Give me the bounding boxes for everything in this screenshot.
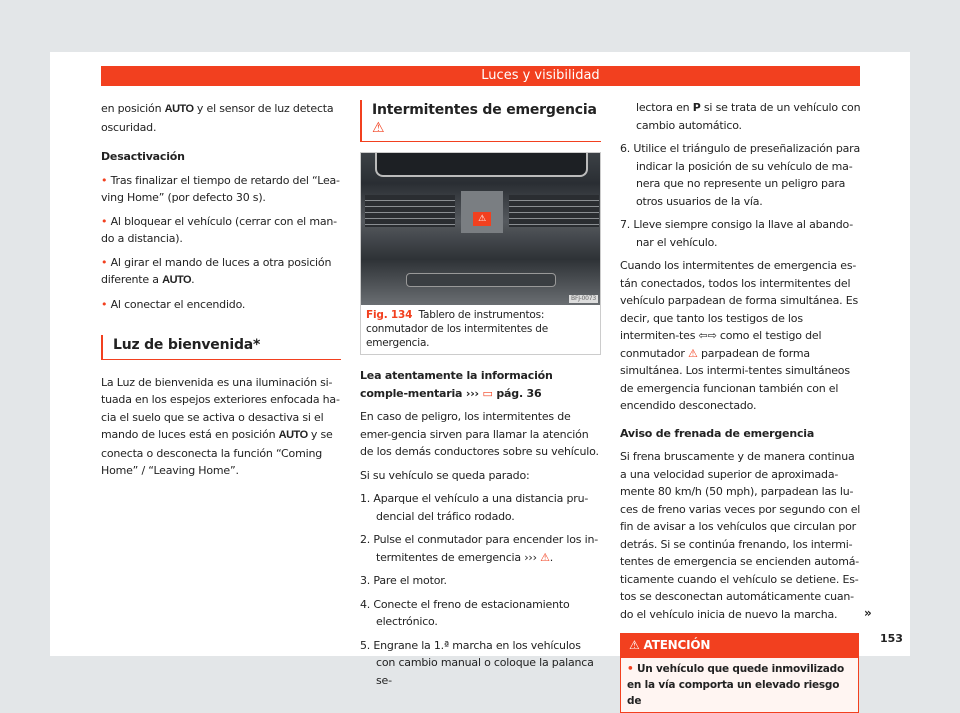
bullet-item: • Tras finalizar el tiempo de retardo del “Lea-ving Home” (por defecto 30 s). — [101, 173, 340, 204]
section-title-welcome: Luz de bienvenida* — [101, 335, 341, 360]
text: y el sensor de luz detecta oscuridad. — [101, 102, 334, 134]
warning-triangle-icon: ⚠ — [372, 119, 385, 136]
bullet-item: • Al bloquear el vehículo (cerrar con el man-do a distancia). — [101, 214, 337, 245]
step-item: 5. Engrane la 1.ª marcha en los vehículos con cambio manual o coloque la palanca se- — [360, 638, 594, 687]
step-item: 6. Utilice el triángulo de preseñalización para indicar la posición de su vehículo de ma-nera que no represente un peligro para otros usuarios de la vía. — [620, 142, 861, 208]
figure — [360, 152, 601, 355]
brake-paragraph: Si frena bruscamente y de manera continua a una velocidad superior de aproximada-mente 80 km/h (50 mph), parpadean las lu-ces de freno varias veces por segundo con el fin de avisar a los vehículos que circulan por detrás. Si se continúa frenando, los intermi-tentes de emergencia se encienden automá-ticamente cuando el vehículo se detiene. Es-tos se desconectan automáticamente cuan-do el vehículo inicia de nuevo la marcha. — [620, 450, 861, 621]
figure-caption: Fig. 134 Tablero de instrumentos: conmutador de los intermitentes de emergencia. — [361, 305, 600, 354]
bullet-item: • Al conectar el encendido. — [101, 297, 246, 311]
step-continuation: lectora en P si se trata de un vehículo con cambio automático. — [636, 101, 861, 132]
welcome-paragraph: La Luz de bienvenida es una iluminación si-tuada en los espejos exteriores enfocada ha-cia el suelo que se activa o desactiva si el mando de luces está en posición AUTO y se conecta o desconecta la función “Coming Home” / “Leaving Home”. — [101, 375, 340, 477]
warning-header: ⚠ ATENCIÓN — [621, 634, 858, 658]
brake-title: Aviso de frenada de emergencia — [620, 426, 815, 440]
bullet-item: • Al girar el mando de luces a otra posición diferente a AUTO. — [101, 255, 332, 286]
left-column — [101, 100, 341, 486]
warning-text: • Un vehículo que quede inmovilizado en la vía comporta un elevado riesgo de — [621, 658, 858, 712]
steps-list — [360, 490, 601, 689]
hazard-switch: ⚠ — [473, 212, 491, 226]
warning-icon: ⚠ — [629, 638, 640, 652]
step-item: 7. Lleve siempre consigo la llave al abando-nar el vehículo. — [620, 218, 853, 249]
section-title-hazard: Intermitentes de emergencia ⚠ — [360, 100, 601, 142]
step-item: 3. Pare el motor. — [360, 574, 447, 587]
chapter-header: Luces y visibilidad — [101, 66, 860, 86]
text: en posición — [101, 102, 162, 115]
warning-box — [620, 633, 859, 713]
right-column — [620, 99, 862, 713]
step-item: 2. Pulse el conmutador para encender los in-termitentes de emergencia ››› ⚠. — [360, 533, 598, 564]
steps-list — [620, 140, 862, 251]
deactivation-title: Desactivación — [101, 150, 185, 163]
warning-triangle-icon: ⚠ — [688, 346, 698, 360]
page-number: 153 — [880, 632, 903, 645]
step-item: 1. Aparque el vehículo a una distancia pru-dencial del tráfico rodado. — [360, 492, 589, 523]
intro-paragraph: En caso de peligro, los intermitentes de emer-gencia sirven para llamar la atención de los demás conductores sobre su vehículo. — [360, 410, 599, 458]
step-item: 4. Conecte el freno de estacionamiento electrónico. — [360, 597, 570, 628]
auto-label: AUTO — [164, 103, 194, 115]
read-more-link[interactable]: Lea atentamente la información comple-mentaria ››› ▭ pág. 36 — [360, 369, 553, 400]
figure-code: BFJ-0073 — [571, 295, 596, 302]
stopped-label: Si su vehículo se queda parado: — [360, 468, 530, 482]
turn-signal-icon: ⇦⇨ — [698, 329, 717, 342]
hazard-paragraph: Cuando los intermitentes de emergencia es-tán conectados, todos los intermitentes del vehículo parpadean de forma simultánea. Es decir, que tanto los testigos de los intermiten-tes ⇦⇨ como el testigo del conmutador ⚠ parpadean de forma simultánea. Los intermi-tentes simultáneos de emergencia funcionan también con el encendido desconectado. — [620, 259, 859, 412]
continue-mark: » — [864, 606, 872, 620]
dashboard-image — [361, 153, 600, 305]
middle-column — [360, 100, 601, 695]
